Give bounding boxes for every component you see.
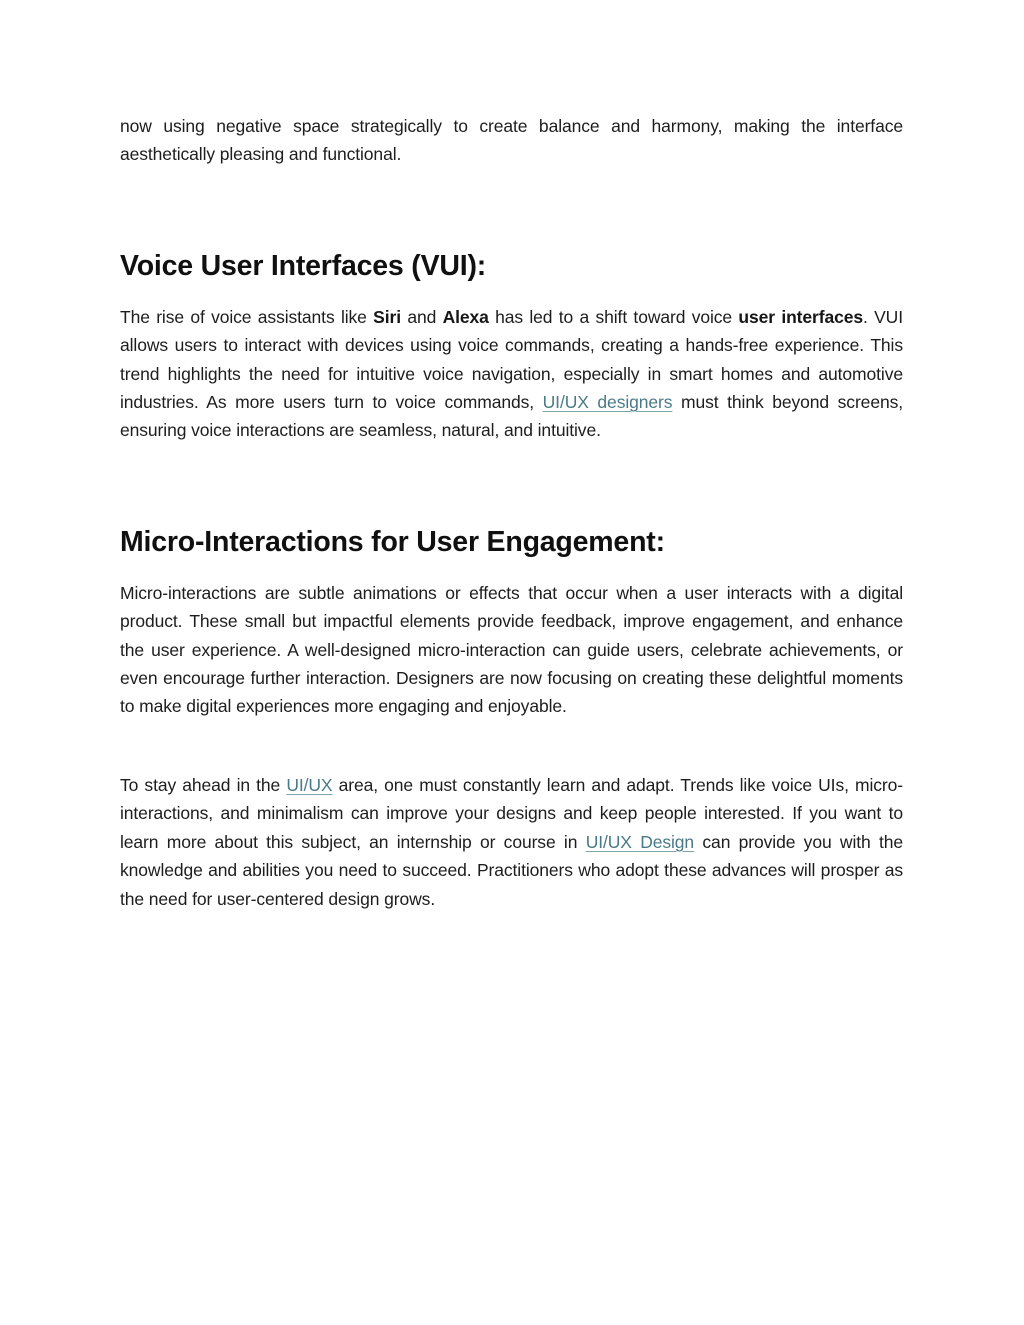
text-run: area, one must constantly learn and adapt. Trends like voice UIs, micro-interactions, and minimalism can improve your designs and keep people interested. If you want to learn more about this subject, an internship or course in [120,774,903,852]
bold-text: Alexa [442,306,489,327]
section-heading-voice-user-interfaces: Voice User Interfaces (VUI): [120,249,487,282]
uiux-designers-link[interactable]: UI/UX designers [542,392,673,413]
section-paragraph-voice-user-interfaces [120,303,903,445]
section-heading-micro-interactions: Micro-Interactions for User Engagement: [120,525,665,558]
text-run: has led to a shift toward voice [488,306,739,327]
text-run: Micro-interactions are subtle animations or effects that occur when a user interacts with a digital product. These small but impactful elements provide feedback, improve engagement, and enhance the user experience. A well-designed micro-interaction can guide users, celebrate achievements, or even encourage further interaction. Designers are now focusing on creating these delightful moments to make digital experiences more engaging and enjoyable. [120,582,903,717]
text-run: To stay ahead in the [120,774,287,795]
uiux-design-link[interactable]: UI/UX Design [585,831,695,852]
uiux-link[interactable]: UI/UX [286,774,333,795]
section-paragraph-micro-interactions [120,579,903,721]
closing-paragraph [120,771,903,913]
text-run: The rise of voice assistants like [120,306,374,327]
text-run: now using negative space strategically to create balance and harmony, making the interface aesthetically pleasing and functional. [120,116,903,165]
bold-text: Siri [373,306,401,327]
bold-text: user interfaces [738,306,863,327]
text-run: and [400,306,443,327]
text-run: must think beyond screens, ensuring voice interactions are seamless, natural, and intuitive. [120,392,903,441]
text-run: . VUI allows users to interact with devices using voice commands, creating a hands-free experience. This trend highlights the need for intuitive voice navigation, especially in smart homes and automotive industries. As more users turn to voice commands, [120,306,903,413]
text-run: can provide you with the knowledge and abilities you need to succeed. Practitioners who adopt these advances will prosper as the need for user-centered design grows. [120,831,904,909]
continuation-paragraph [120,112,903,169]
